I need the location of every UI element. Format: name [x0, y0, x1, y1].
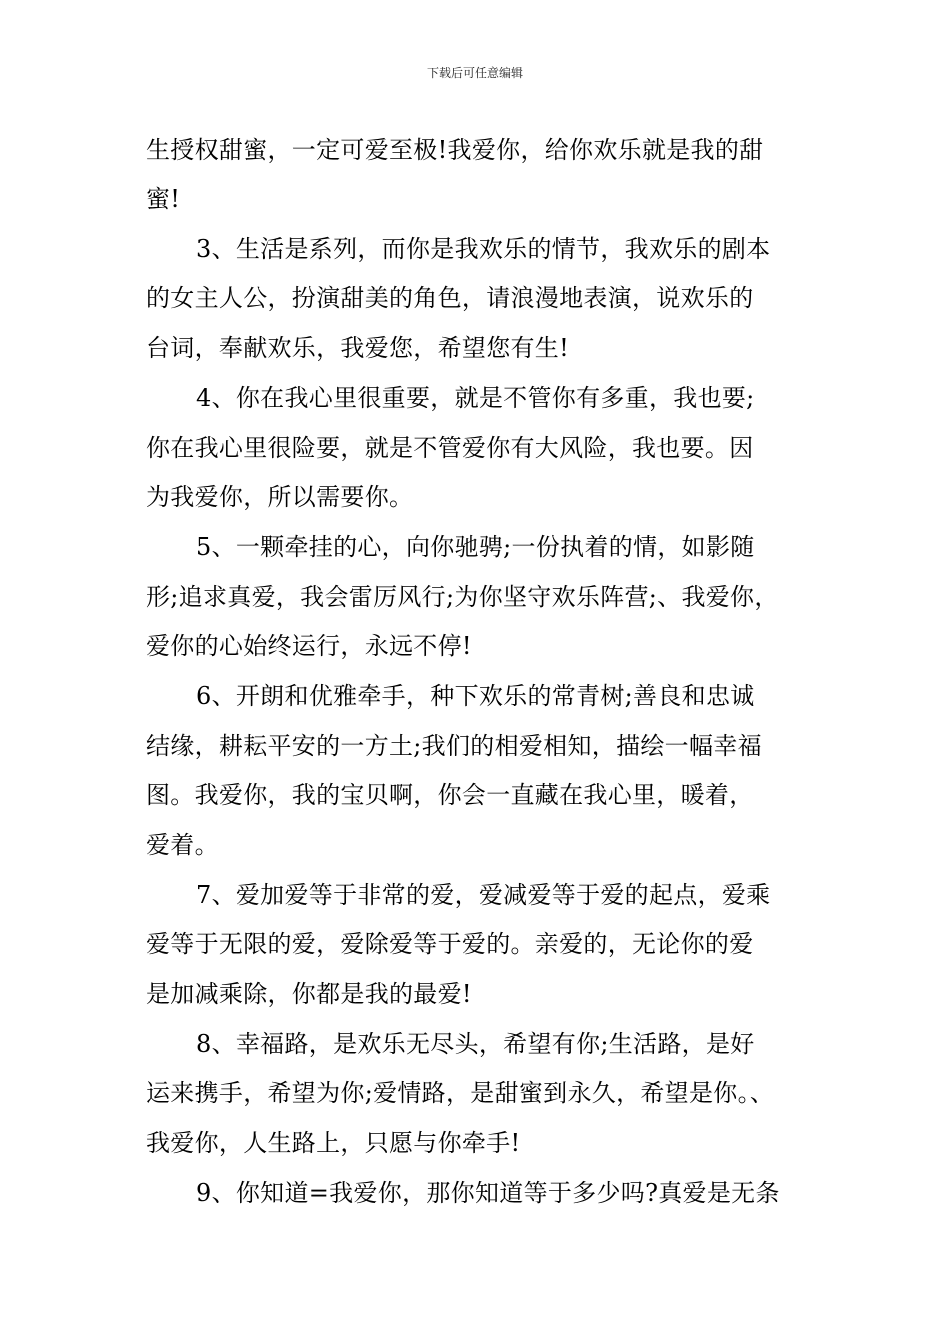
text-line: 蜜! — [146, 185, 181, 213]
text-line: 图。我爱你，我的宝贝啊，你会一直藏在我心里，暖着， — [146, 781, 754, 809]
text-line: 台词，奉献欢乐，我爱您，希望您有生! — [146, 334, 570, 362]
text-line: 爱你的心始终运行，永远不停! — [146, 632, 472, 660]
paragraph-9-line: 9、你知道=我爱你，那你知道等于多少吗?真爱是无条 — [196, 1179, 780, 1207]
paragraph-7-line: 7、爱加爱等于非常的爱，爱减爱等于爱的起点，爱乘 — [196, 881, 771, 909]
text-line: 形;追求真爱，我会雷厉风行;为你坚守欢乐阵营;、我爱你， — [146, 583, 779, 611]
text-line: 爱着。 — [146, 831, 219, 859]
text-line: 为我爱你，所以需要你。 — [146, 483, 414, 511]
text-line: 运来携手，希望为你;爱情路，是甜蜜到永久，希望是你。、 — [146, 1079, 775, 1107]
text-line: 的女主人公，扮演甜美的角色，请浪漫地表演，说欢乐的 — [146, 284, 754, 312]
paragraph-3-line: 3、生活是系列，而你是我欢乐的情节，我欢乐的剧本 — [196, 235, 771, 263]
text-line: 你在我心里很险要，就是不管爱你有大风险，我也要。因 — [146, 434, 754, 462]
text-line: 爱等于无限的爱，爱除爱等于爱的。亲爱的，无论你的爱 — [146, 930, 754, 958]
paragraph-5-line: 5、一颗牵挂的心，向你驰骋;一份执着的情，如影随 — [196, 533, 755, 561]
paragraph-4-line: 4、你在我心里很重要，就是不管你有多重，我也要; — [196, 384, 755, 412]
page-header: 下载后可任意编辑 — [426, 66, 523, 80]
paragraph-6-line: 6、开朗和优雅牵手，种下欢乐的常青树;善良和忠诚 — [196, 682, 755, 710]
paragraph-8-line: 8、幸福路，是欢乐无尽头，希望有你;生活路，是好 — [196, 1030, 755, 1058]
text-line: 结缘，耕耘平安的一方土;我们的相爱相知，描绘一幅幸福 — [146, 732, 762, 760]
text-line: 生授权甜蜜，一定可爱至极!我爱你，给你欢乐就是我的甜 — [146, 136, 764, 164]
text-line: 我爱你，人生路上，只愿与你牵手! — [146, 1129, 521, 1157]
text-line: 是加减乘除，你都是我的最爱! — [146, 980, 472, 1008]
